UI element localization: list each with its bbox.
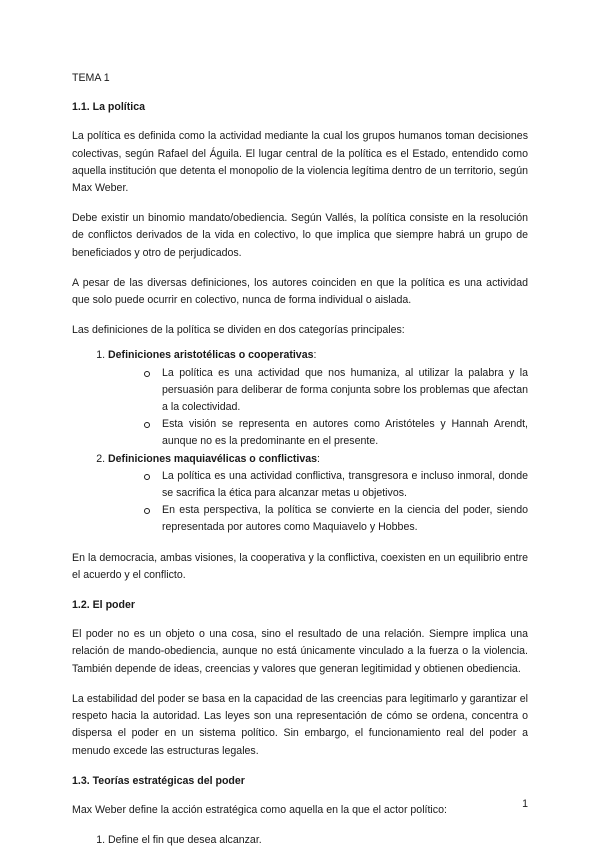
category-item [108, 347, 528, 450]
section-heading-poder: 1.2. El poder [72, 599, 135, 612]
bullet-item: En esta perspectiva, la política se convierte en la ciencia del poder, siendo representada por autores como Maquiavelo y Hobbes. [144, 502, 528, 536]
paragraph: La política es definida como la actividad mediante la cual los grupos humanos toman decisiones colectivas, según Rafael del Águila. El lugar central de la política es el Estado, entendido como aquella institución que detenta el monopolio de la violencia legítima dentro de un territorio, según Max Weber. [72, 130, 528, 195]
category-title: Definiciones aristotélicas o cooperativas [108, 349, 314, 362]
document-header: TEMA 1 [72, 72, 110, 84]
paragraph: A pesar de las diversas definiciones, los autores coinciden en que la política es una actividad que solo puede ocurrir en colectivo, nunca de forma individual o aislada. [72, 276, 528, 307]
page-number: 1 [522, 798, 528, 810]
bullet-item: Esta visión se representa en autores como Aristóteles y Hannah Arendt, aunque no es la predominante en el presente. [144, 416, 528, 450]
category-item [108, 451, 528, 537]
step-item: 1. Define el fin que desea alcanzar. [108, 832, 528, 849]
bullet-item: La política es una actividad conflictiva, transgresora e incluso inmoral, donde se sacrifica la ética para alcanzar metas u objetivos. [144, 468, 528, 502]
bullet-item: La política es una actividad que nos humaniza, al utilizar la palabra y la persuasión para deliberar de forma conjunta sobre los problemas que afectan a la colectividad. [144, 365, 528, 417]
categories-list [72, 347, 528, 536]
paragraph: La estabilidad del poder se basa en la capacidad de las creencias para legitimarlo y garantizar el respeto hacia la autoridad. Las leyes son una representación de cómo se ordena, concentra o dispersa el poder en un sistema político. Sin embargo, el funcionamiento real del poder a menudo excede las estructuras legales. [72, 692, 528, 757]
category-bullets [108, 365, 528, 451]
section-heading-teorias: 1.3. Teorías estratégicas del poder [72, 774, 245, 787]
steps-list [72, 832, 528, 849]
paragraph: En la democracia, ambas visiones, la cooperativa y la conflictiva, coexisten en un equilibrio entre el acuerdo y el conflicto. [72, 551, 528, 581]
category-suffix: : [313, 349, 317, 362]
category-bullets [108, 468, 528, 537]
paragraph: Max Weber define la acción estratégica como aquella en la que el actor político: [72, 803, 447, 816]
category-title: Definiciones maquiavélicas o conflictivas [108, 452, 318, 465]
paragraph: Las definiciones de la política se dividen en dos categorías principales: [72, 324, 405, 337]
paragraph: Debe existir un binomio mandato/obediencia. Según Vallés, la política consiste en la resolución de conflictos derivados de la vida en colectivo, lo que implica que siempre habrá un grupo de beneficiados y otro de perjudicados. [72, 212, 528, 259]
category-suffix: : [317, 452, 320, 465]
paragraph: El poder no es un objeto o una cosa, sino el resultado de una relación. Siempre implica una relación de mando-obediencia, aunque no está únicamente vinculado a la fuerza o la violencia. También depende de ideas, creencias y valores que generan legitimidad y obtienen obediencia. [72, 628, 528, 675]
section-heading-politica: 1.1. La política [72, 101, 146, 114]
